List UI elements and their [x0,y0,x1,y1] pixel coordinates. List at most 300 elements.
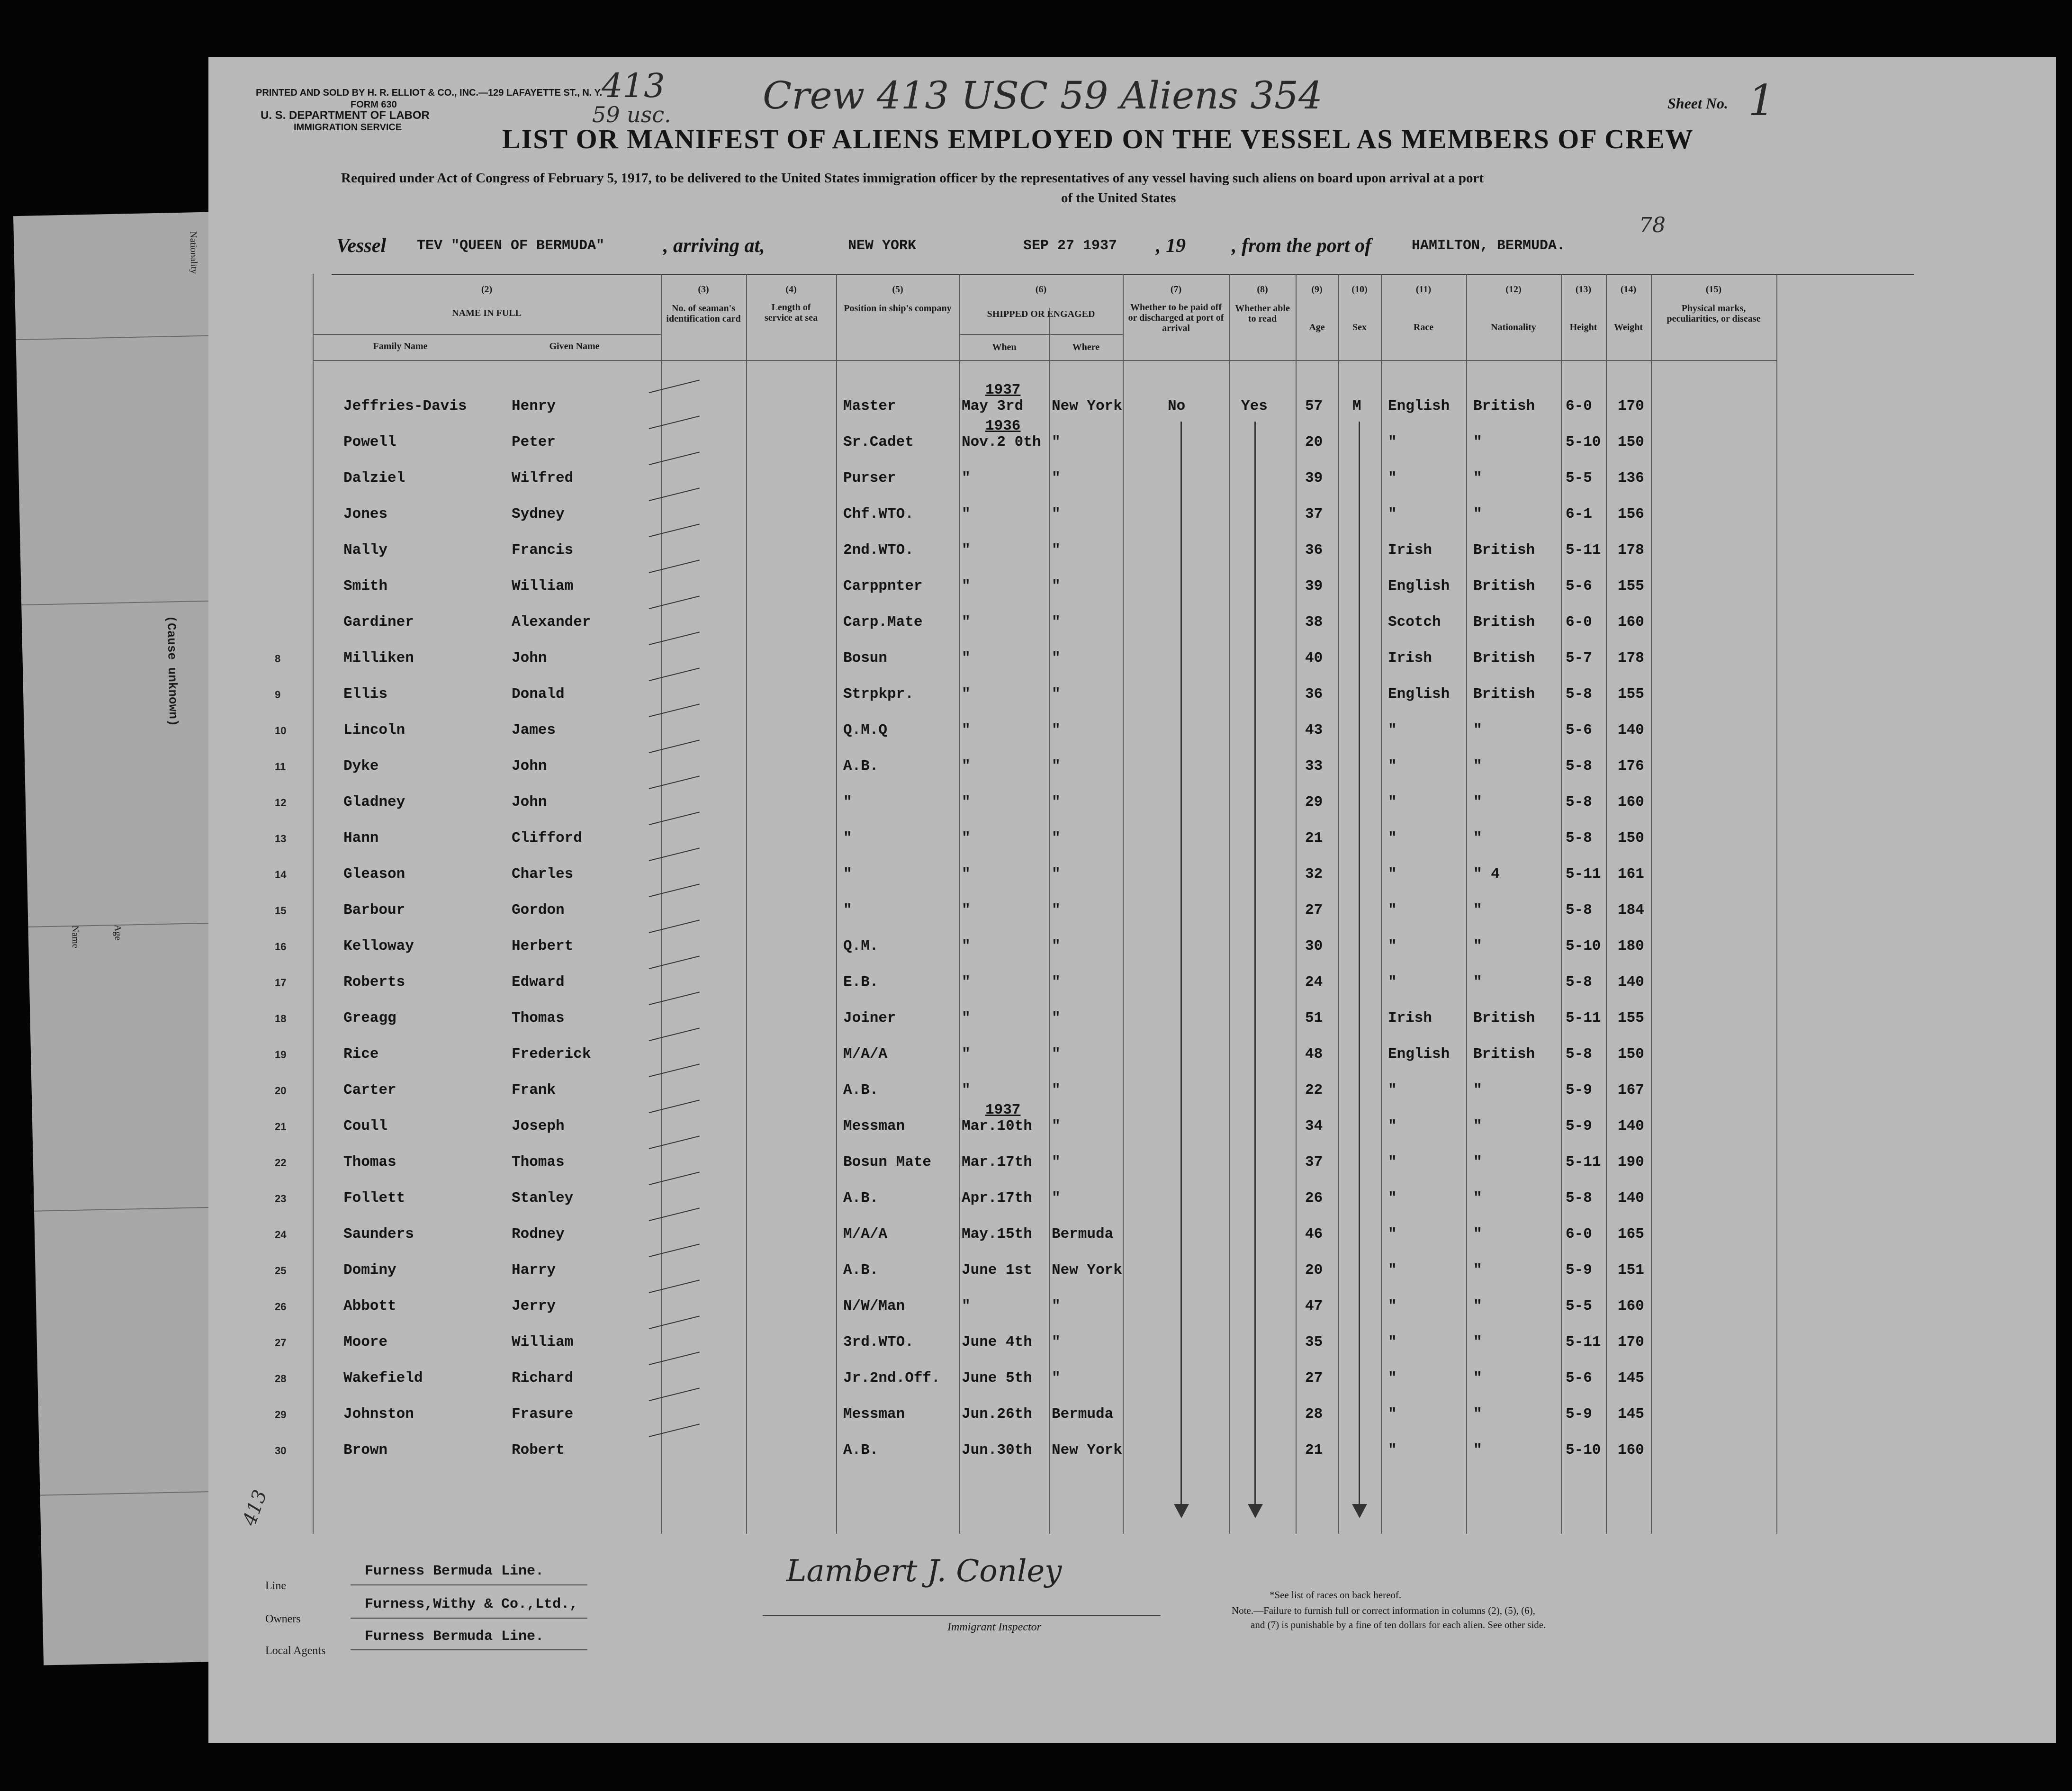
col14-num: (14) [1620,284,1637,295]
when-header: When [992,342,1017,352]
row-number: 14 [275,869,287,881]
cell-given: Thomas [512,1010,565,1026]
table-row [208,1396,2056,1432]
from-port: HAMILTON, BERMUDA. [1412,238,1566,254]
cell-given: Thomas [512,1154,565,1170]
cell-when: " [962,794,971,810]
col3-header: No. of seaman's identification card [666,303,741,324]
cell-given: Richard [512,1370,574,1386]
cell-where: " [1052,722,1061,738]
cell-where: " [1052,1298,1061,1314]
cell-family: Kelloway [343,938,414,954]
hand-count-sub: 59 usc. [592,102,671,127]
cell-height: 5-10 [1566,434,1601,450]
cell-where: " [1052,686,1061,702]
cell-nat: " [1473,470,1482,486]
cell-given: Frederick [512,1046,591,1062]
cell-position: 3rd.WTO. [843,1334,914,1350]
given-header: Given Name [549,341,600,351]
cell-race: " [1388,1406,1397,1422]
cell-position: Q.M. [843,938,879,954]
cell-when: " [962,866,971,882]
cell-nat: " 4 [1473,866,1500,882]
cell-nat: " [1473,902,1482,918]
cell-nat: " [1473,758,1482,774]
cell-weight: 184 [1618,902,1644,918]
row-number: 27 [275,1337,287,1349]
cell-age: 38 [1305,614,1323,630]
cell-height: 5-8 [1566,686,1592,702]
cell-weight: 165 [1618,1226,1644,1242]
cell-position: A.B. [843,1190,879,1206]
cell-race: " [1388,1190,1397,1206]
col12-header: Nationality [1491,322,1536,333]
line-label: Line [265,1580,286,1592]
table-row [208,460,2056,496]
cell-nat: " [1473,1190,1482,1206]
cell-position: 2nd.WTO. [843,542,914,558]
table-row [208,1432,2056,1468]
cell-height: 5-11 [1566,1010,1601,1026]
cell-nat: British [1473,398,1535,414]
cell-height: 5-11 [1566,542,1601,558]
cell-family: Wakefield [343,1370,423,1386]
owners-value: Furness,Withy & Co.,Ltd., [365,1596,578,1612]
subtitle-line1: Required under Act of Congress of February 5, 1917, to be delivered to the United States immigration officer by the representatives of any vessel having such aliens on board upon arrival at a port [341,171,1484,186]
cell-race: " [1388,1334,1397,1350]
table-row [208,892,2056,928]
cell-age: 21 [1305,830,1323,846]
sheet-no: 1 [1748,76,1775,126]
col3-num: (3) [698,284,709,295]
col10-num: (10) [1351,284,1368,295]
col6-num: (6) [1035,284,1047,295]
col13-header: Height [1569,322,1597,333]
cell-height: 5-9 [1566,1262,1592,1278]
vessel-label: Vessel [336,235,386,257]
cell-position: A.B. [843,1262,879,1278]
col10-header: Sex [1352,322,1367,333]
cell-nat: " [1473,794,1482,810]
cell-family: Hann [343,830,379,846]
manifest-sheet [208,57,2056,1743]
cell-family: Abbott [343,1298,396,1314]
cell-height: 5-11 [1566,1154,1601,1170]
cell-family: Powell [343,434,396,450]
row-number: 25 [275,1265,287,1277]
table-row [208,676,2056,712]
table-row [208,1000,2056,1036]
cell-weight: 151 [1618,1262,1644,1278]
cell-weight: 140 [1618,974,1644,990]
cell-where: " [1052,830,1061,846]
row-number: 15 [275,905,287,917]
cell-position: Bosun Mate [843,1154,932,1170]
cell-nat: British [1473,686,1535,702]
cell-race: " [1388,1226,1397,1242]
cell-where: " [1052,1046,1061,1062]
col13-num: (13) [1575,284,1592,295]
cell-position: A.B. [843,1082,879,1098]
sheet-no-label: Sheet No. [1667,95,1728,112]
cell-position: Purser [843,470,896,486]
table-row [208,1360,2056,1396]
cell-position: Sr.Cadet [843,434,914,450]
hand-crew-note: Crew 413 USC 59 Aliens 354 [763,73,1323,117]
col12-num: (12) [1505,284,1522,295]
col11-header: Race [1413,322,1434,333]
cell-family: Brown [343,1442,388,1458]
row-number: 9 [275,689,281,701]
cell-where: Bermuda [1052,1406,1114,1422]
table-row [208,568,2056,604]
cell-when: " [962,614,971,630]
cell-height: 6-0 [1566,614,1592,630]
cell-given: Robert [512,1442,565,1458]
col6-header: SHIPPED OR ENGAGED [987,309,1095,319]
col9-num: (9) [1311,284,1323,295]
note-line2: and (7) is punishable by a fine of ten dollars for each alien. See other side. [1251,1619,1546,1630]
cell-weight: 160 [1618,614,1644,630]
footer-rule [351,1618,587,1619]
service: IMMIGRATION SERVICE [294,122,402,133]
cell-given: Edward [512,974,565,990]
cell-family: Ellis [343,686,388,702]
cell-nat: " [1473,506,1482,522]
cell-where: " [1052,974,1061,990]
table-row [208,496,2056,532]
col5-header: Position in ship's company [844,303,952,314]
cell-read: Yes [1241,398,1268,414]
cell-height: 5-6 [1566,722,1592,738]
table-row [208,712,2056,748]
col9-header: Age [1309,322,1325,333]
cell-race: " [1388,1082,1397,1098]
cell-position: Q.M.Q [843,722,888,738]
cell-race: Irish [1388,650,1432,666]
row-number: 17 [275,977,287,989]
cell-age: 32 [1305,866,1323,882]
cell-position: " [843,794,852,810]
cell-nat: " [1473,1370,1482,1386]
cell-where: " [1052,1010,1061,1026]
cell-position: Messman [843,1406,905,1422]
cell-race: " [1388,1370,1397,1386]
cell-position: Joiner [843,1010,896,1026]
cell-height: 5-10 [1566,1442,1601,1458]
cell-height: 5-6 [1566,578,1592,594]
table-row [208,418,2056,460]
cell-nat: " [1473,1262,1482,1278]
cell-race: English [1388,578,1450,594]
row-number: 30 [275,1445,287,1457]
cell-weight: 150 [1618,830,1644,846]
cell-weight: 155 [1618,1010,1644,1026]
cell-nat: British [1473,650,1535,666]
cell-height: 5-8 [1566,902,1592,918]
cell-nat: British [1473,1010,1535,1026]
cell-age: 57 [1305,398,1323,414]
cell-weight: 170 [1618,1334,1644,1350]
arrow-head [1248,1504,1263,1518]
from-port-label: , from the port of [1232,235,1372,257]
cell-where: " [1052,938,1061,954]
cell-family: Dyke [343,758,379,774]
cell-weight: 160 [1618,1442,1644,1458]
row-number: 10 [275,725,287,737]
cell-age: 43 [1305,722,1323,738]
cell-where: " [1052,1154,1061,1170]
cell-height: 5-5 [1566,1298,1592,1314]
cell-position: Bosun [843,650,888,666]
row-number: 12 [275,797,287,809]
col14-header: Weight [1613,322,1643,333]
note-line1: Note.—Failure to furnish full or correct information in columns (2), (5), (6), [1232,1605,1535,1616]
cell-height: 5-8 [1566,830,1592,846]
cell-given: John [512,650,547,666]
cell-when: " [962,650,971,666]
cell-where: New York [1052,1442,1122,1458]
cell-position: M/A/A [843,1046,888,1062]
vessel-name: TEV "QUEEN OF BERMUDA" [417,238,605,254]
cell-weight: 180 [1618,938,1644,954]
col15-num: (15) [1705,284,1722,295]
cell-race: " [1388,1298,1397,1314]
footer-rule [351,1584,587,1585]
arrow-head [1174,1504,1189,1518]
cell-position: " [843,902,852,918]
cell-paid: No [1168,398,1186,414]
row-number: 21 [275,1121,287,1133]
table-row [208,784,2056,820]
cell-when: " [962,1046,971,1062]
cell-race: Irish [1388,542,1432,558]
table-row [208,964,2056,1000]
cell-family: Johnston [343,1406,414,1422]
cell-family: Dominy [343,1262,396,1278]
cell-given: Donald [512,686,565,702]
col2-num: (2) [481,284,493,295]
cell-family: Jeffries-Davis [343,398,467,414]
cell-nat: " [1473,1406,1482,1422]
cell-where: " [1052,578,1061,594]
cell-when: June 5th [962,1370,1032,1386]
cell-position: N/W/Man [843,1298,905,1314]
form-number: FORM 630 [351,99,397,110]
cell-race: English [1388,686,1450,702]
cell-where: " [1052,1082,1061,1098]
cell-given: Henry [512,398,556,414]
table-row [208,1072,2056,1108]
cell-race: " [1388,974,1397,990]
header-rule [313,334,661,335]
flap-col-name: Name [70,925,81,948]
cell-when: " [962,830,971,846]
cell-race: " [1388,722,1397,738]
cell-family: Rice [343,1046,379,1062]
cell-when: " [962,1010,971,1026]
cell-race: Scotch [1388,614,1441,630]
col7-header: Whether to be paid off or discharged at port of arrival [1128,302,1224,333]
cell-position: Messman [843,1118,905,1134]
table-row [208,532,2056,568]
cell-race: " [1388,758,1397,774]
cell-height: 5-6 [1566,1370,1592,1386]
row-number: 26 [275,1301,287,1313]
col5-num: (5) [892,284,903,295]
line-value: Furness Bermuda Line. [365,1563,544,1579]
cell-given: Frasure [512,1406,574,1422]
cell-nat: British [1473,578,1535,594]
arriving-label: , arriving at, [663,235,765,257]
row-number: 24 [275,1229,287,1241]
cell-given: Francis [512,542,574,558]
cell-age: 36 [1305,686,1323,702]
cell-family: Roberts [343,974,405,990]
cell-weight: 160 [1618,1298,1644,1314]
cell-where: " [1052,1370,1061,1386]
cell-nat: " [1473,1082,1482,1098]
cell-given: John [512,758,547,774]
cell-position: A.B. [843,758,879,774]
header-rule [313,360,1776,361]
table-row [208,640,2056,676]
flap-cause: (Cause unknown) [163,615,180,727]
cell-nat: " [1473,1118,1482,1134]
cell-weight: 190 [1618,1154,1644,1170]
cell-age: 20 [1305,1262,1323,1278]
cell-family: Saunders [343,1226,414,1242]
cell-given: Clifford [512,830,582,846]
cell-weight: 161 [1618,866,1644,882]
cell-when: " [962,758,971,774]
cell-family: Follett [343,1190,405,1206]
cell-race: English [1388,398,1450,414]
cell-family: Gladney [343,794,405,810]
cell-age: 26 [1305,1190,1323,1206]
cell-position: Master [843,398,896,414]
agents-label: Local Agents [265,1645,326,1657]
cell-when: " [962,506,971,522]
cell-age: 27 [1305,1370,1323,1386]
family-header: Family Name [373,341,428,351]
id-card-check-mark [649,379,700,393]
cell-height: 5-8 [1566,758,1592,774]
cell-nat: " [1473,722,1482,738]
cell-nat: " [1473,434,1482,450]
table-row [208,1102,2056,1144]
cell-race: " [1388,902,1397,918]
cell-where: " [1052,650,1061,666]
cell-weight: 145 [1618,1406,1644,1422]
row-number: 18 [275,1013,287,1025]
cell-race: Irish [1388,1010,1432,1026]
where-header: Where [1072,342,1100,352]
cell-age: 30 [1305,938,1323,954]
cell-weight: 167 [1618,1082,1644,1098]
table-row [208,1324,2056,1360]
cell-where: " [1052,1190,1061,1206]
cell-where: " [1052,470,1061,486]
cell-where: " [1052,866,1061,882]
cell-height: 6-1 [1566,506,1592,522]
cell-given: Joseph [512,1118,565,1134]
cell-year: 1937 [985,1102,1021,1118]
cell-when: May 3rd [962,398,1024,414]
cell-given: Sydney [512,506,565,522]
arrival-date: SEP 27 1937 [1023,238,1117,254]
cell-age: 29 [1305,794,1323,810]
cell-position: Chf.WTO. [843,506,914,522]
table-row [208,1216,2056,1252]
flap-col-nationality: Nationality [188,231,199,274]
agents-value: Furness Bermuda Line. [365,1629,544,1645]
cell-sex: M [1352,398,1361,414]
col4-header: Length of service at sea [764,302,818,323]
cell-where: " [1052,506,1061,522]
cell-race: " [1388,506,1397,522]
margin-hand-count: 413 [238,1487,271,1529]
cell-age: 37 [1305,1154,1323,1170]
cell-family: Nally [343,542,388,558]
cell-height: 5-9 [1566,1082,1592,1098]
table-row [208,856,2056,892]
table-row [208,1288,2056,1324]
cell-position: Carp.Mate [843,614,923,630]
header-rule [959,334,1123,335]
cell-nat: " [1473,974,1482,990]
table-row [208,820,2056,856]
cell-family: Milliken [343,650,414,666]
cell-where: " [1052,1118,1061,1134]
hand-count-top: 413 [602,66,665,105]
cell-given: Charles [512,866,574,882]
table-row [208,1252,2056,1288]
cell-position: A.B. [843,1442,879,1458]
cell-race: " [1388,794,1397,810]
cell-age: 39 [1305,470,1323,486]
row-number: 11 [275,761,286,773]
cell-nat: " [1473,1442,1482,1458]
cell-where: " [1052,1334,1061,1350]
cell-race: " [1388,470,1397,486]
printer-line: PRINTED AND SOLD BY H. R. ELLIOT & CO., INC.—129 LAFAYETTE ST., N. Y. [256,88,603,98]
flap-col-age: Age [112,924,124,941]
cell-family: Coull [343,1118,388,1134]
cell-height: 5-9 [1566,1118,1592,1134]
cell-given: Wilfred [512,470,574,486]
cell-age: 46 [1305,1226,1323,1242]
cell-given: John [512,794,547,810]
row-number: 28 [275,1373,287,1385]
arrow-read-col [1254,422,1256,1506]
cell-position: " [843,866,852,882]
cell-weight: 140 [1618,722,1644,738]
table-row [208,1180,2056,1216]
cell-position: E.B. [843,974,879,990]
row-number: 13 [275,833,287,845]
cell-weight: 136 [1618,470,1644,486]
table-row [208,928,2056,964]
cell-when: " [962,902,971,918]
cell-when: " [962,578,971,594]
cell-age: 37 [1305,506,1323,522]
cell-weight: 160 [1618,794,1644,810]
col11-num: (11) [1415,284,1432,295]
table-row [208,1144,2056,1180]
cell-height: 5-8 [1566,974,1592,990]
cell-where: New York [1052,1262,1122,1278]
